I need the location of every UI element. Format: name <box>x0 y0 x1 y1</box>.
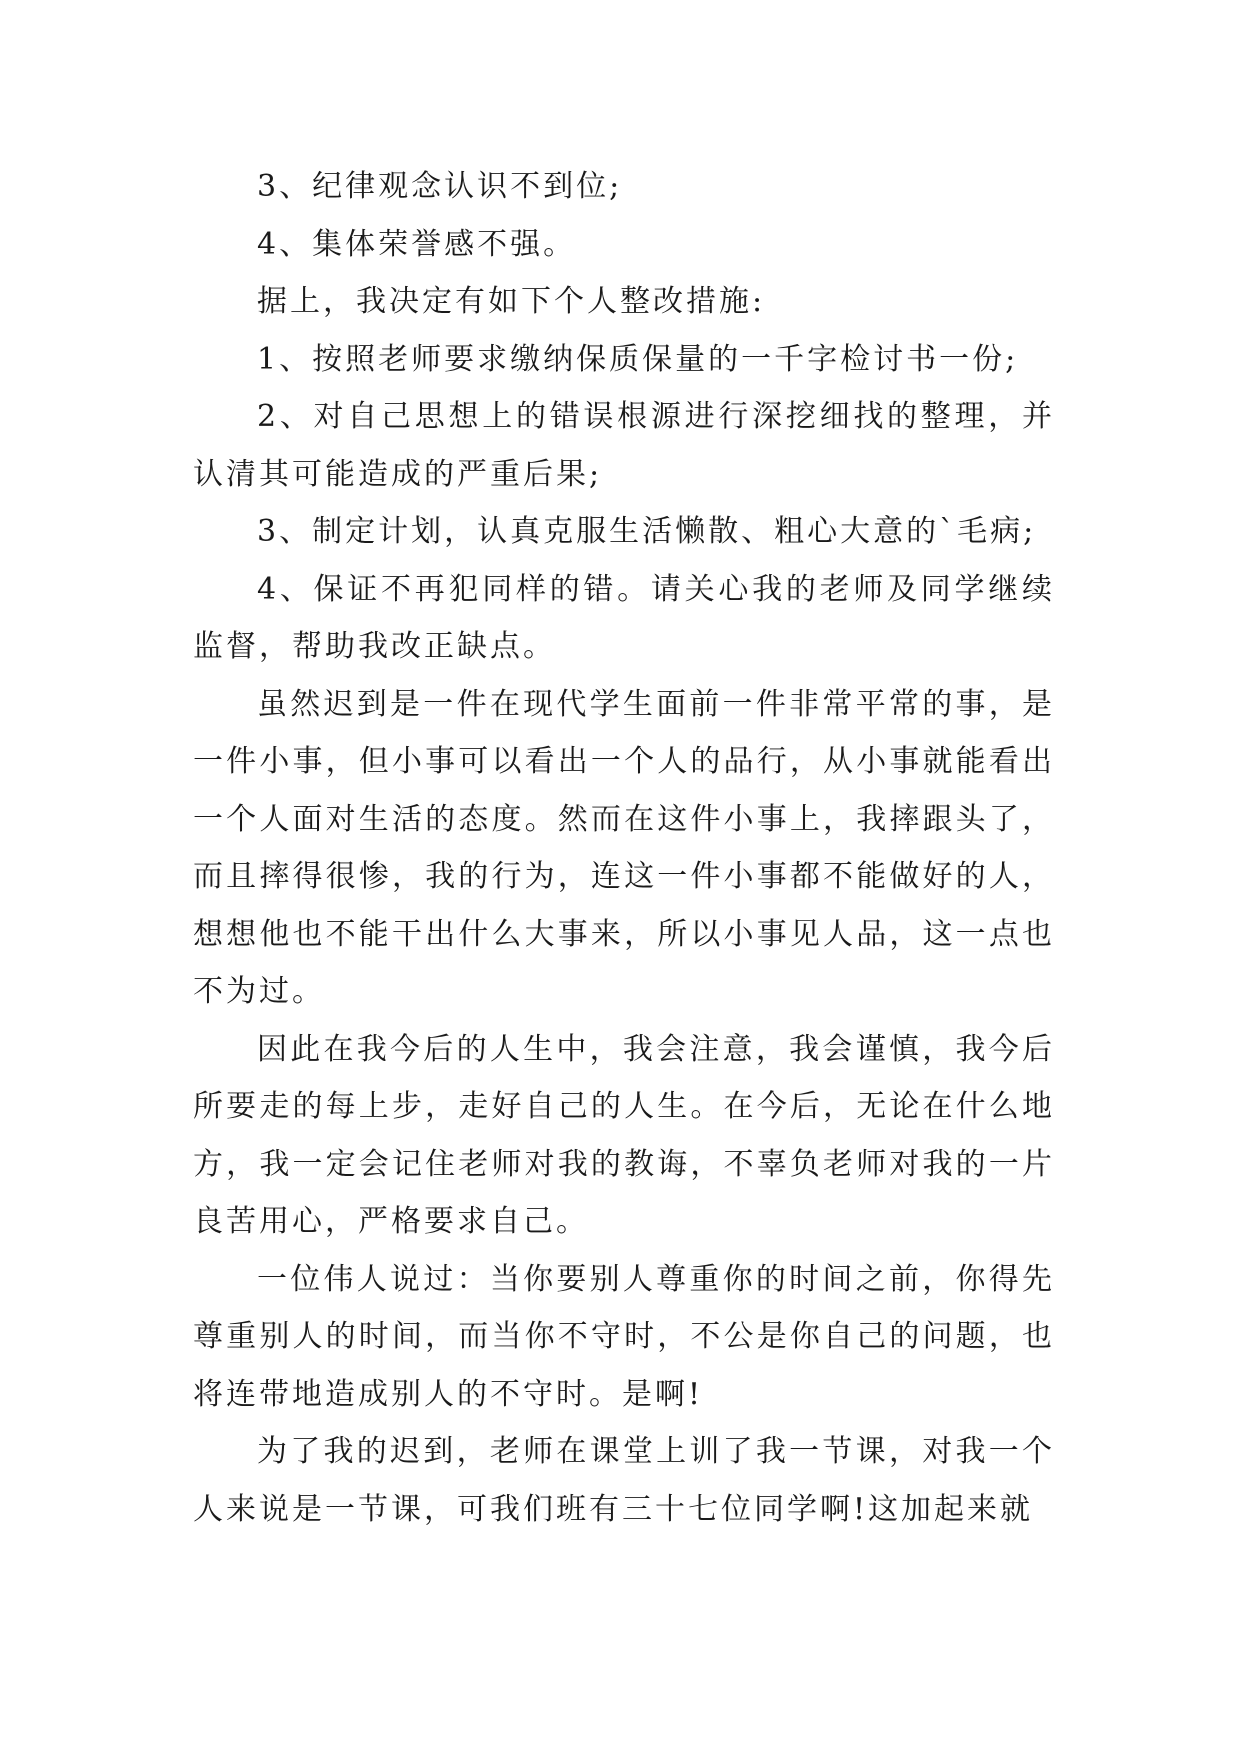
paragraph-7: 4、保证不再犯同样的错。请关心我的老师及同学继续监督，帮助我改正缺点。 <box>193 571 1055 664</box>
paragraph-9: 因此在我今后的人生中，我会注意，我会谨慎，我今后所要走的每上步，走好自己的人生。在今后，无论在什么地方，我一定会记住老师对我的教诲，不辜负老师对我的一片良苦用心，严格要求自己。 <box>193 1031 1055 1239</box>
paragraph-11: 为了我的迟到，老师在课堂上训了我一节课，对我一个人来说是一节课，可我们班有三十七位同学啊!这加起来就 <box>193 1434 1055 1527</box>
paragraph-3: 据上，我决定有如下个人整改措施: <box>257 284 766 319</box>
document-body <box>193 158 1055 1538</box>
paragraph-4: 1、按照老师要求缴纳保质保量的一千字检讨书一份; <box>257 341 1019 377</box>
paragraph-10: 一位伟人说过：当你要别人尊重你的时间之前，你得先尊重别人的时间，而当你不守时，不公是你自己的问题，也将连带地造成别人的不守时。是啊! <box>193 1261 1055 1412</box>
paragraph-2: 4、集体荣誉感不强。 <box>257 226 577 262</box>
paragraph-8: 虽然迟到是一件在现代学生面前一件非常平常的事，是一件小事，但小事可以看出一个人的品行，从小事就能看出一个人面对生活的态度。然而在这件小事上，我摔跟头了，而且摔得很惨，我的行为，连这一件小事都不能做好的人，想想他也不能干出什么大事来，所以小事见人品，这一点也不为过。 <box>193 686 1055 1009</box>
paragraph-6: 3、制定计划，认真克服生活懒散、粗心大意的`毛病; <box>257 514 1037 549</box>
paragraph-5: 2、对自己思想上的错误根源进行深挖细找的整理，并认清其可能造成的严重后果; <box>193 399 1055 492</box>
paragraph-1: 3、纪律观念认识不到位; <box>257 169 623 204</box>
